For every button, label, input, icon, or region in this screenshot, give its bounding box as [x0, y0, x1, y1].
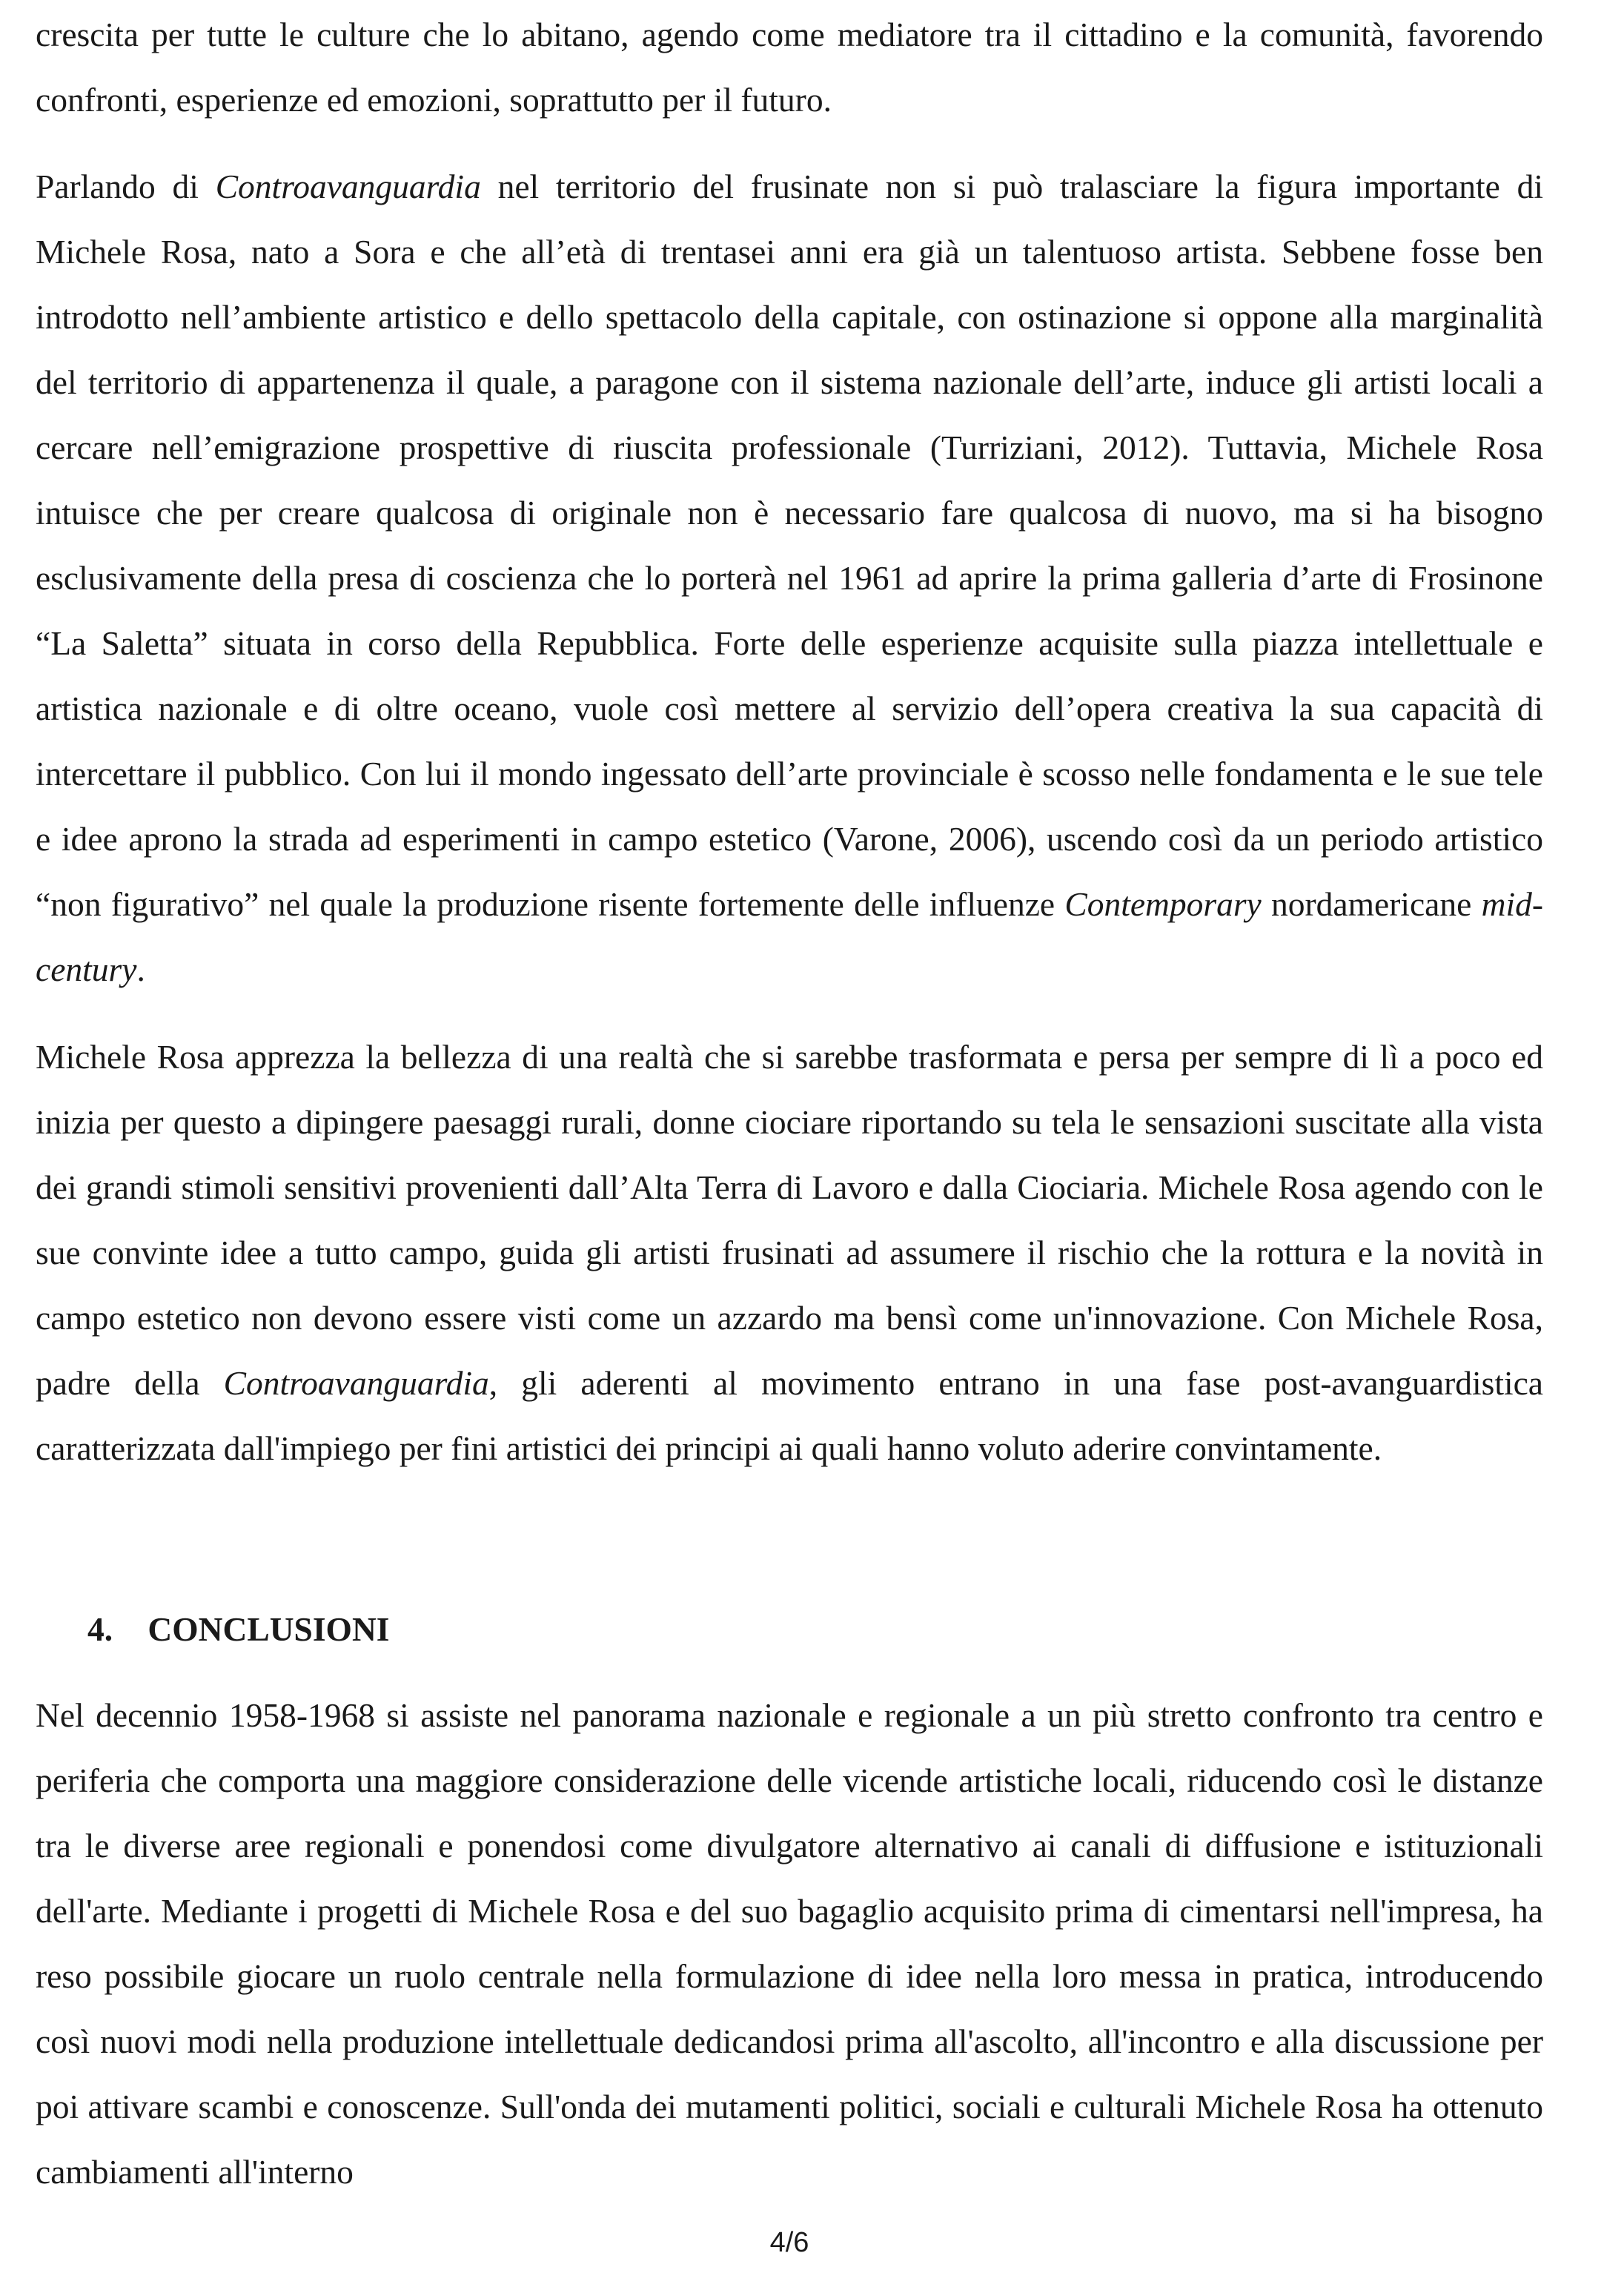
paragraph-text: Michele Rosa apprezza la bellezza di una realtà che si sarebbe trasformata e persa per sempre di lì a poco ed inizia per questo a dipingere paesaggi rurali, donne ciociare riportando su tela le sensazioni suscitate alla vista dei grandi stimoli sensitivi provenienti dall’Alta Terra di Lavoro e dalla Ciociaria. Michele Rosa agendo con le sue convinte idee a tutto campo, guida gli artisti frusinati ad assumere il rischio che la rottura e la novità in campo estetico non devono essere visti come un azzardo ma bensì come un'innovazione. Con Michele Rosa, padre della [36, 1038, 1543, 1402]
section-title: CONCLUSIONI [148, 1610, 390, 1648]
paragraph-text: nordamericane [1261, 885, 1482, 923]
paragraph-text: , gli aderenti al movimento entrano in una fase post-avanguardistica caratterizzata dall'impiego per fini artistici dei principi ai quali hanno voluto aderire convintamente. [36, 1364, 1543, 1467]
paragraph-michele-rosa-biography [36, 154, 1543, 1002]
italic-term-mid-century: mid-century [36, 885, 1543, 988]
paragraph-michele-rosa-painting [36, 1025, 1543, 1481]
document-page [36, 0, 1543, 2293]
italic-term-contemporary: Contemporary [1064, 885, 1262, 923]
paragraph-text: Nel decennio 1958-1968 si assiste nel panorama nazionale e regionale a un più stretto confronto tra centro e periferia che comporta una maggiore considerazione delle vicende artistiche locali, riducendo così le distanze tra le diverse aree regionali e ponendosi come divulgatore alternativo ai canali di diffusione e istituzionali dell'arte. Mediante i progetti di Michele Rosa e del suo bagaglio acquisito prima di cimentarsi nell'impresa, ha reso possibile giocare un ruolo centrale nella formulazione di idee nella loro messa in pratica, introducendo così nuovi modi nella produzione intellettuale dedicandosi prima all'ascolto, all'incontro e alla discussione per poi attivare scambi e conoscenze. Sull'onda dei mutamenti politici, sociali e culturali Michele Rosa ha ottenuto cambiamenti all'interno [36, 1696, 1543, 2191]
section-heading-conclusioni [87, 1597, 390, 1662]
page-number: 4/6 [769, 2227, 809, 2258]
italic-term-controavanguardia: Controavanguardia [215, 168, 481, 205]
paragraph-intro-continuation [36, 2, 1543, 133]
paragraph-text: Parlando di [36, 168, 216, 205]
paragraph-text: . [136, 950, 145, 988]
section-number: 4. [87, 1610, 113, 1648]
paragraph-text: nel territorio del frusinate non si può tralasciare la figura importante di Michele Rosa, nato a Sora e che all’età di trentasei anni era già un talentuoso artista. Sebbene fosse ben introdotto nell’ambiente artistico e dello spettacolo della capitale, con ostinazione si oppone alla marginalità del territorio di appartenenza il quale, a paragone con il sistema nazionale dell’arte, induce gli artisti locali a cercare nell’emigrazione prospettive di riuscita professionale (Turriziani, 2012). Tuttavia, Michele Rosa intuisce che per creare qualcosa di originale non è necessario fare qualcosa di nuovo, ma si ha bisogno esclusivamente della presa di coscienza che lo porterà nel 1961 ad aprire la prima galleria d’arte di Frosinone “La Saletta” situata in corso della Repubblica. Forte delle esperienze acquisite sulla piazza intellettuale e artistica nazionale e di oltre oceano, vuole così mettere al servizio dell’opera creativa la sua capacità di intercettare il pubblico. Con lui il mondo ingessato dell’arte provinciale è scosso nelle fondamenta e le sue tele e idee aprono la strada ad esperimenti in campo estetico (Varone, 2006), uscendo così da un periodo artistico “non figurativo” nel quale la produzione risente fortemente delle influenze [36, 168, 1543, 923]
paragraph-text: crescita per tutte le culture che lo abitano, agendo come mediatore tra il cittadino e la comunità, favorendo confronti, esperienze ed emozioni, soprattutto per il futuro. [36, 16, 1543, 119]
paragraph-conclusions [36, 1683, 1543, 2205]
italic-term-controavanguardia: Controavanguardia [223, 1364, 489, 1402]
